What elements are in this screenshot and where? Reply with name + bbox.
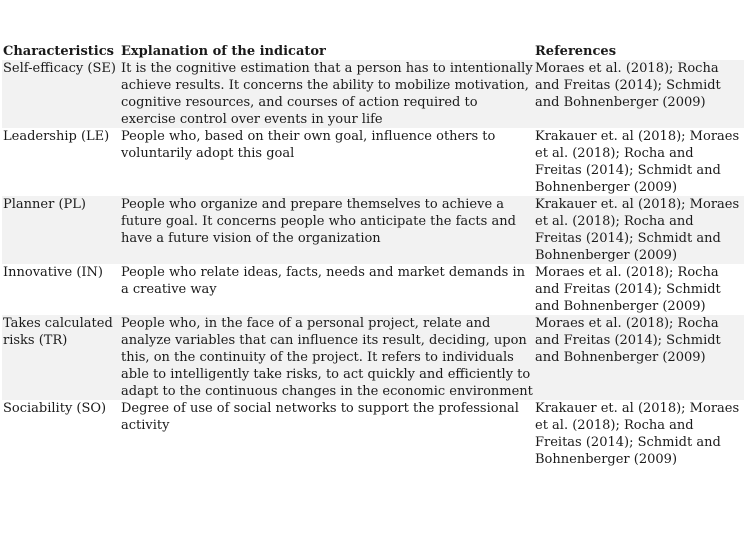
references-cell: Moraes et al. (2018); Rocha and Freitas (2014); Schmidt and Bohnenberger (2009) [534, 315, 744, 400]
references-cell: Krakauer et. al (2018); Moraes et al. (2018); Rocha and Freitas (2014); Schmidt and Bohnenberger (2009) [534, 128, 744, 196]
table-row [2, 315, 744, 400]
characteristic-cell: Planner (PL) [2, 196, 120, 264]
explanation-cell: People who relate ideas, facts, needs and market demands in a creative way [120, 264, 534, 315]
explanation-cell: It is the cognitive estimation that a person has to intentionally achieve results. It concerns the ability to mobilize motivation, cognitive resources, and courses of action required to exercise control over events in your life [121, 61, 533, 127]
header-characteristics: Characteristics [3, 44, 114, 59]
characteristic-cell: Leadership (LE) [2, 128, 120, 196]
characteristics-table-container [2, 43, 744, 468]
references-cell: Krakauer et. al (2018); Moraes et al. (2018); Rocha and Freitas (2014); Schmidt and Bohnenberger (2009) [534, 400, 744, 468]
explanation-cell: People who, based on their own goal, influence others to voluntarily adopt this goal [120, 128, 534, 196]
characteristic-cell: Takes calculated risks (TR) [2, 315, 120, 400]
table-row [2, 196, 744, 264]
explanation-cell: People who, in the face of a personal project, relate and analyze variables that can influence its result, deciding, upon this, on the continuity of the project. It refers to individuals able to intelligently take risks, to act quickly and efficiently to adapt to the continuous changes in the economic environment [121, 316, 533, 399]
explanation-cell: Degree of use of social networks to support the professional activity [120, 400, 534, 468]
characteristics-table [2, 43, 744, 468]
characteristic-cell: Innovative (IN) [2, 264, 120, 315]
characteristic-cell: Self-efficacy (SE) [2, 60, 120, 128]
table-row [2, 128, 744, 196]
table-row [2, 400, 744, 468]
table-row [2, 264, 744, 315]
references-cell: Krakauer et. al (2018); Moraes et al. (2018); Rocha and Freitas (2014); Schmidt and Bohnenberger (2009) [534, 196, 744, 264]
characteristic-cell: Sociability (SO) [2, 400, 120, 468]
header-row [2, 43, 744, 60]
explanation-cell: People who organize and prepare themselves to achieve a future goal. It concerns people who anticipate the facts and have a future vision of the organization [120, 196, 534, 264]
references-cell: Moraes et al. (2018); Rocha and Freitas (2014); Schmidt and Bohnenberger (2009) [534, 60, 744, 128]
header-explanation: Explanation of the indicator [121, 44, 326, 59]
header-references: References [535, 44, 617, 59]
table-row [2, 60, 744, 128]
references-cell: Moraes et al. (2018); Rocha and Freitas (2014); Schmidt and Bohnenberger (2009) [534, 264, 744, 315]
